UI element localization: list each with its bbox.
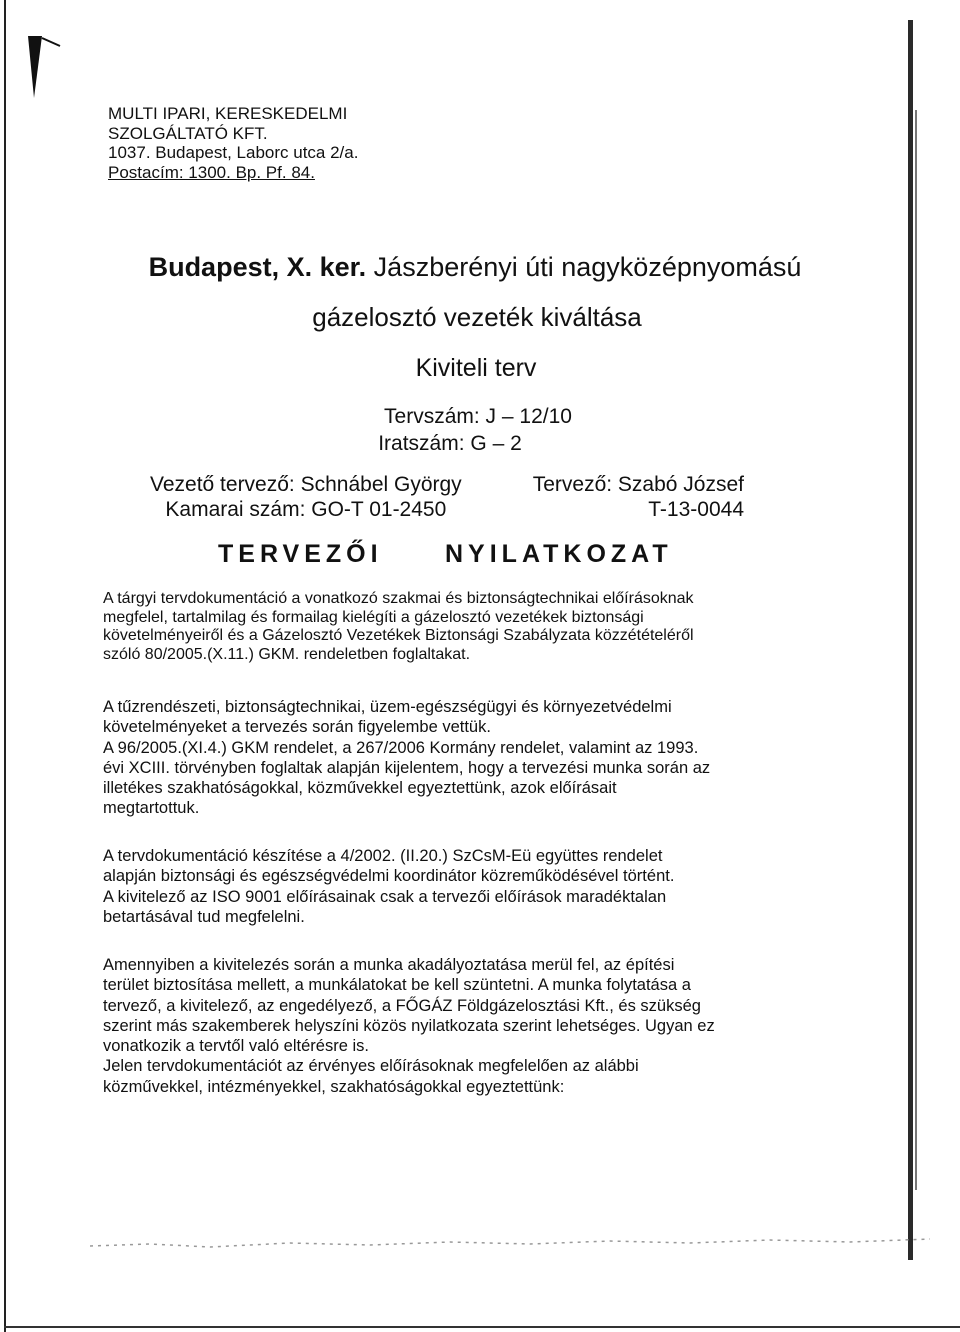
project-title-line1 [0,252,955,283]
paragraph-line: terület biztosítása mellett, a munkálatokat be kell szüntetni. A munka folytatása a [103,976,691,995]
plan-number: Tervszám: J – 12/10 [384,405,572,428]
paragraph-line: alapján biztonsági és egészségvédelmi koordinátor közreműködésével történt. [103,867,675,886]
paragraph-line: A tervdokumentáció készítése a 4/2002. (II.20.) SzCsM-Eü együttes rendelet [103,847,663,865]
paragraph-1 [103,590,791,664]
paragraph-2 [103,697,791,819]
company-address: 1037. Budapest, Laborc utca 2/a. [108,143,359,162]
designer-block [520,472,744,522]
scan-bottom-edge [4,1326,960,1328]
paragraph-line: betartásával tud megfelelni. [103,907,305,926]
paragraph-line: illetékes szakhatóságokkal, közművekkel egyeztettünk, azok előírásait [103,779,617,798]
paragraph-line: szóló 80/2005.(X.11.) GKM. rendeletben foglaltakat. [103,645,471,663]
plan-type-title: Kiviteli terv [415,354,537,382]
lead-designer-block [150,472,462,522]
corner-mark-icon [22,28,62,108]
paragraph-line: szerint más szakemberek helyszíni közös nyilatkozata szerint lehetséges. Ugyan ez [103,1016,715,1035]
paragraph-line: A 96/2005.(XI.4.) GKM rendelet, a 267/2006 Kormány rendelet, valamint az 1993. [103,738,699,757]
paragraph-line: A tűzrendészeti, biztonságtechnikai, üzem-egészségügyi és környezetvédelmi [103,698,672,716]
scan-left-edge [4,0,6,1332]
lead-designer: Vezető tervező: Schnábel György [150,473,462,496]
paragraph-line: A tárgyi tervdokumentáció a vonatkozó szakmai és biztonságtechnikai előírásoknak [103,590,694,607]
paragraph-line: megfelel, tartalmilag és formailag kielégíti a gázelosztó vezetékek biztonsági [103,608,644,626]
paragraph-3 [103,846,791,927]
lead-designer-chamber-number: Kamarai szám: GO-T 01-2450 [165,498,447,521]
document-number: Iratszám: G – 2 [378,432,522,455]
scan-noise-line [90,1232,930,1256]
paragraph-line: tervező, a kivitelező, az engedélyező, a FŐGÁZ Földgázelosztási Kft., és szükség [103,996,701,1015]
paragraph-line: évi XCIII. törvényben foglaltak alapján kijelentem, hogy a tervezési munka során az [103,758,711,777]
scan-right-edge [908,20,913,1260]
paragraph-line: vonatkozik a tervtől való eltérésre is. [103,1037,369,1056]
project-title-rest: Jászberényi úti nagyközépnyomású [366,252,802,282]
company-header [108,104,358,182]
paragraph-line: követelményeket a tervezés során figyelembe vettük. [103,718,491,737]
paragraph-4 [103,955,791,1097]
project-title-bold: Budapest, X. ker. [148,252,367,282]
designer: Tervező: Szabó József [532,473,744,496]
paragraph-line: A kivitelező az ISO 9001 előírásainak csak a tervezői előírások maradéktalan [103,887,667,906]
project-title-line2: gázelosztó vezeték kiváltása [312,302,642,332]
company-name-line2: SZOLGÁLTATÓ KFT. [108,123,268,143]
paragraph-line: Jelen tervdokumentációt az érvényes előírásoknak megfelelően az alábbi [103,1057,639,1076]
designer-id: T-13-0044 [648,498,744,521]
paragraph-line: közművekkel, intézményekkel, szakhatóságokkal egyeztettünk: [103,1077,565,1096]
declaration-heading-word2: NYILATKOZAT [445,540,673,568]
company-postal-address: Postacím: 1300. Bp. Pf. 84. [108,162,315,182]
paragraph-line: követelményeiről és a Gázelosztó Vezetékek Biztonsági Szabályzata közzétételéről [103,627,694,645]
paragraph-line: megtartottuk. [103,799,200,818]
declaration-heading-word1: TERVEZŐI [218,540,383,568]
company-name-line1: MULTI IPARI, KERESKEDELMI [108,104,348,123]
paragraph-line: Amennyiben a kivitelezés során a munka akadályoztatása merül fel, az építési [103,956,675,974]
